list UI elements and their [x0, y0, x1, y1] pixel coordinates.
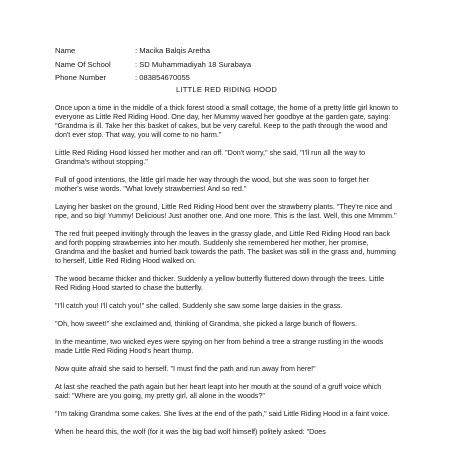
story-title: LITTLE RED RIDING HOOD [175, 85, 278, 94]
paragraph: At last she reached the path again but her heart leapt into her mouth at the sound of a gruff voice which said: "Where are you going, my pretty girl, all alone in the woods?" [55, 383, 382, 400]
phone-row [55, 71, 395, 85]
phone-value: : 083854670055 [135, 73, 190, 82]
name-label: Name [55, 46, 76, 55]
name-value: : Macika Balqis Aretha [135, 46, 211, 55]
paragraph: The wood became thicker and thicker. Suddenly a yellow butterfly fluttered down through the trees. Little Red Riding Hood started to chase the butterfly. [55, 275, 385, 292]
school-value: : SD Muhammadiyah 18 Surabaya [135, 59, 252, 69]
school-label: Name Of School [55, 59, 111, 69]
paragraph: "Oh, how sweet!" she exclaimed and, thinking of Grandma, she picked a large bunch of flowers. [55, 320, 357, 328]
story-body [55, 104, 398, 446]
name-row [55, 44, 395, 58]
paragraph: In the meantime, two wicked eyes were spying on her from behind a tree a strange rustling in the woods made Little Red Riding Hood's heart thump. [55, 338, 384, 355]
paragraph: Now quite afraid she said to herself. "I must find the path and run away from here!" [55, 365, 316, 373]
paragraph: When he heard this, the wolf (for it was the big bad wolf himself) politely asked: "Does [55, 428, 326, 436]
school-row [55, 58, 395, 72]
paragraph: Little Red Riding Hood kissed her mother and ran off. "Don't worry," she said, "I'll run all the way to Grandma's without stopping." [55, 149, 366, 166]
paragraph: The red fruit peeped invitingly through the leaves in the grassy glade, and Little Red Riding Hood ran back and forth popping strawberries into her mouth. Suddenly she remembered her mother, her promise, Grandma and the basket and hurried back towards the path. The basket was still in the grass and, humming to herself, Little Red Riding Hood walked on. [55, 230, 396, 265]
paragraph: Laying her basket on the ground, Little Red Riding Hood bent over the strawberry plants. "They're nice and ripe, and so big! Yummy! Delicious! Just another one. And one more. This is the last. Well, this one Mmmm." [55, 203, 397, 220]
paragraph: Once upon a time in the middle of a thick forest stood a small cottage, the home of a pretty little girl known to everyone as Little Red Riding Hood. One day, her Mummy waved her goodbye at the garden gate, saying: "Grandma is ill. Take her this basket of cakes, but be very careful. Keep to the path through the wood and don't ever stop. That way, you will come to no harm." [55, 104, 398, 139]
paragraph: "I'll catch you! I'll catch you!" she called. Suddenly she saw some large daisies in the grass. [55, 302, 343, 310]
phone-label: Phone Number [55, 73, 107, 82]
student-info [55, 44, 395, 85]
paragraph: "I'm taking Grandma some cakes. She lives at the end of the path," said Little Riding Hood in a faint voice. [55, 410, 390, 418]
paragraph: Full of good intentions, the little girl made her way through the wood, but she was soon to forget her mother's wise words. "What lovely strawberries! And so red." [55, 176, 369, 193]
